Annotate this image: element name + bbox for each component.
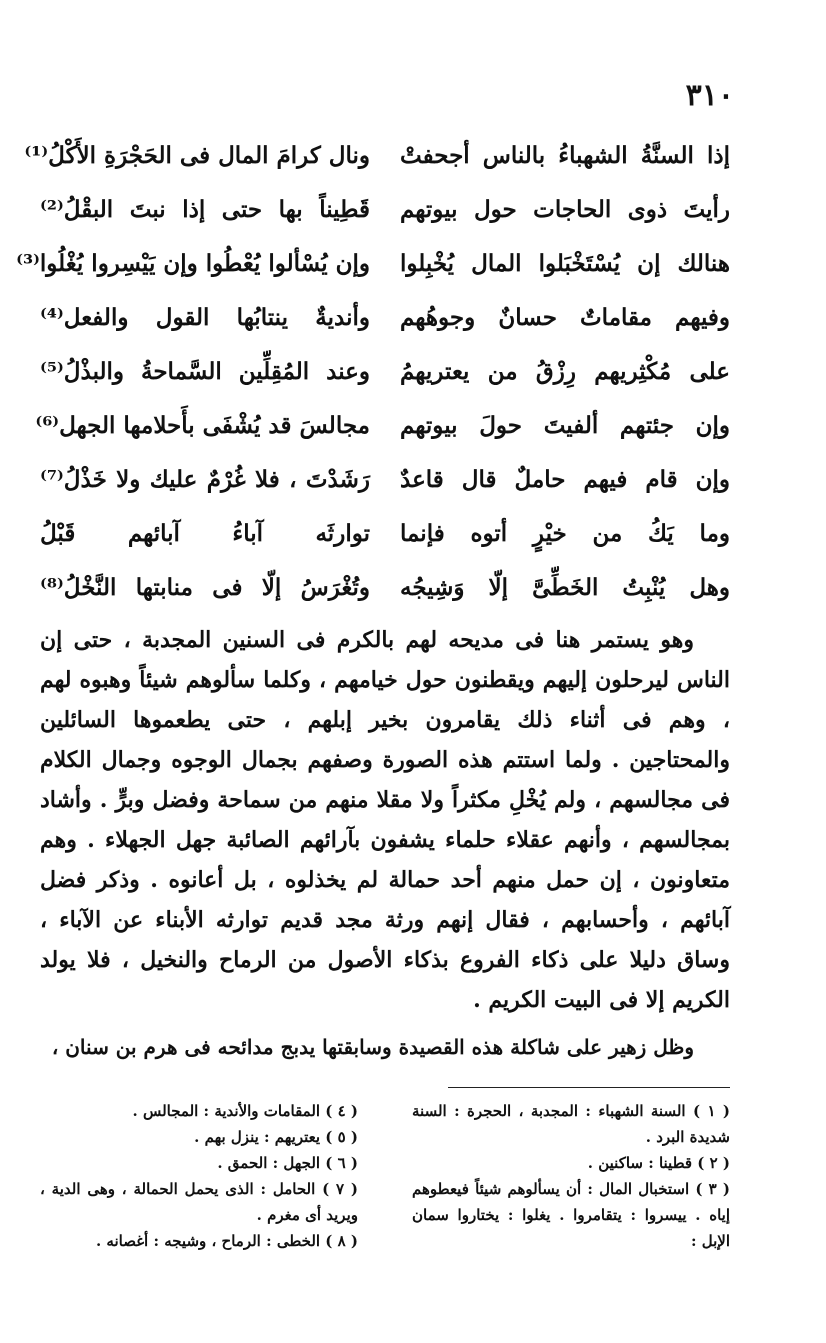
verse: [40, 452, 730, 506]
verse-first-hemistich: هنالك إن يُسْتَخْبَلوا المال يُخْبِلوا: [400, 249, 730, 277]
verse-first-hemistich: وما يَكُ من خيْرٍ أتوه فإنما: [400, 519, 730, 547]
commentary-paragraph: [40, 620, 730, 1020]
footnote: ( ٧ ) الحامل : الذى يحمل الحمالة ، وهى الدية ، ويريد أى مغرم .: [40, 1180, 358, 1224]
footnotes-right-column: [412, 1098, 730, 1254]
footnote: ( ٤ ) المقامات والأندية : المجالس .: [132, 1102, 358, 1120]
page-number: ٣١٠: [685, 78, 734, 113]
verse: [40, 290, 730, 344]
verse-second-hemistich: توارثَه آباءُ آبائهم قَبْلُ: [40, 519, 370, 547]
commentary-text: وهو يستمر هنا فى مديحه لهم بالكرم فى السنين المجدبة ، حتى إن الناس ليرحلون إليهم ويقطنون حول خيامهم ، وكلما سألوهم شيئاً وهبوه لهم ، وهم فى أثناء ذلك يقامرون بخير إبلهم ، حتى يطعموها السائلين والمحتاجين . ولما استتم هذه الصورة وصفهم بجمال الوجوه وجمال الكلام فى مجالسهم ، ولم يُخْلِ مكثراً ولا مقلا منهم من سماحة وفضل وبرٍّ . وأشاد بمجالسهم ، وأنهم عقلاء حلماء يشفون بآرائهم الصائبة جهل الجهلاء . وهم متعاونون ، إن حمل منهم أحد حمالة لم يخذلوه ، بل أعانوه . وذكر فضل آبائهم ، وأحسابهم ، فقال إنهم ورثة مجد قديم توارثه الأبناء عن الآباء ، وساق دليلا على ذكاء الفروع بذكاء الأصول من الرماح والنخيل ، فلا يولد الكريم إلا فى البيت الكريم .: [40, 627, 730, 1013]
verse: [35, 398, 730, 452]
footnotes-left-column: [40, 1098, 358, 1254]
verse-first-hemistich: وإن قام فيهم حاملٌ قال قاعدٌ: [400, 465, 730, 493]
verse-second-hemistich: رَشَدْتَ ، فلا غُرْمٌ عليك ولا خَذْلُ⁽⁷⁾: [40, 465, 370, 493]
verse-second-hemistich: مجالسَ قد يُشْفَى بأَحلامها الجهل⁽⁶⁾: [35, 411, 370, 439]
verse-second-hemistich: وتُغْرَسُ إلّا فى منابتها النَّخْلُ⁽⁸⁾: [40, 573, 370, 601]
verse-second-hemistich: ونال كرامَ المال فى الحَجْرَةِ الأَكْلُ⁽¹⁾: [24, 141, 370, 169]
footnote: ( ٨ ) الخطى : الرماح ، وشيجه : أغصانه .: [95, 1232, 358, 1250]
verse-first-hemistich: وإن جئتهم ألفيتَ حولَ بيوتهم: [400, 411, 730, 439]
footnote: ( ٢ ) قطينا : ساكنين .: [587, 1154, 730, 1172]
transition-line: وظل زهير على شاكلة هذه القصيدة وسابقتها يدبج مدائحه فى هرم بن سنان ،: [51, 1035, 694, 1059]
footnote: ( ٦ ) الجهل : الحمق .: [217, 1154, 358, 1172]
verse-second-hemistich: وأنديةٌ ينتابُها القول والفعل⁽⁴⁾: [40, 303, 370, 331]
verse: [40, 344, 730, 398]
verse-second-hemistich: وإن يُسْألوا يُعْطُوا وإن يَيْسِروا يُغْلُوا⁽³⁾: [16, 249, 370, 277]
verse: [40, 560, 730, 614]
footnotes: [40, 1098, 730, 1254]
verse-first-hemistich: وهل يُنْبِتُ الخَطِّىَّ إلّا وَشِيجُه: [400, 573, 730, 601]
verse-first-hemistich: على مُكْثِريهم رِزْقُ من يعتريهمُ: [400, 357, 730, 385]
footnote: ( ٣ ) استخبال المال : أن يسألوهم شيئاً فيعطوهم إياه . ييسروا : يتقامروا . يغلوا : يختاروا سمان الإبل :: [412, 1180, 730, 1250]
poem: [16, 128, 730, 614]
verse: [24, 128, 730, 182]
footnote: ( ٥ ) يعتريهم : ينزل بهم .: [194, 1128, 358, 1146]
footnote: ( ١ ) السنة الشهباء : المجدبة ، الحجرة : السنة شديدة البرد .: [412, 1102, 730, 1146]
verse: [40, 506, 730, 560]
verse: [16, 236, 730, 290]
verse-first-hemistich: وفيهم مقاماتٌ حسانٌ وجوهُهم: [400, 303, 730, 331]
verse: [40, 182, 730, 236]
footnote-divider: [448, 1087, 730, 1088]
verse-second-hemistich: قَطِيناً بها حتى إذا نبتَ البقْلُ⁽²⁾: [40, 195, 370, 223]
verse-first-hemistich: رأيتَ ذوى الحاجات حول بيوتهم: [400, 195, 730, 223]
verse-first-hemistich: إذا السنَّةُ الشهباءُ بالناس أجحفتْ: [400, 141, 730, 169]
verse-second-hemistich: وعند المُقِلِّين السَّماحةُ والبذْلُ⁽⁵⁾: [40, 357, 370, 385]
